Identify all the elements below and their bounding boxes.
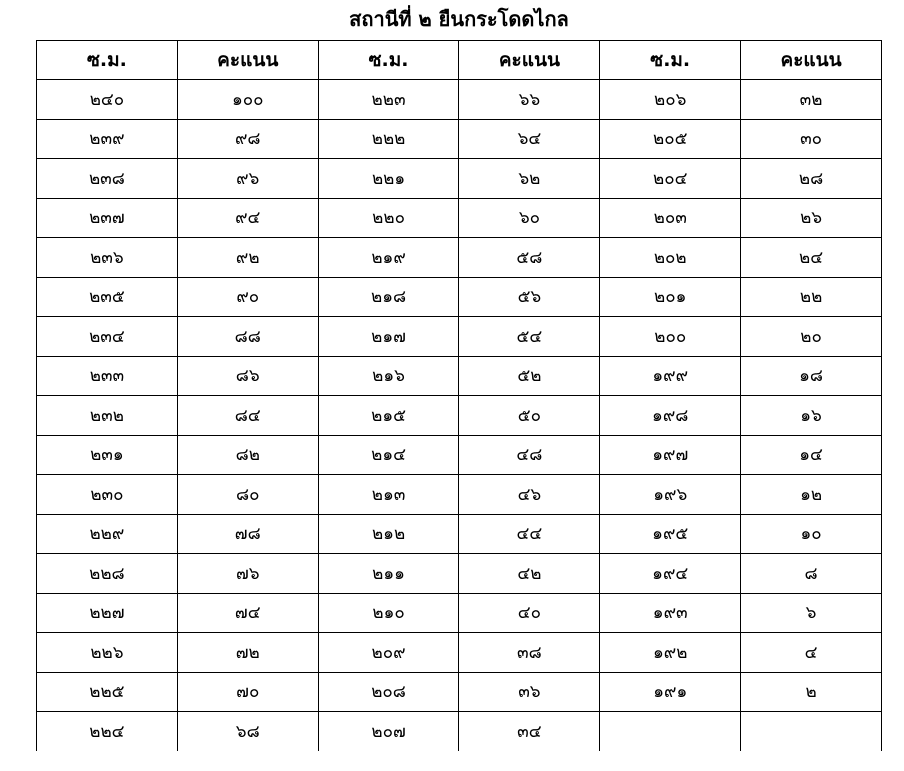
- score-cell: ๘๔: [177, 396, 318, 436]
- page-title: สถานีที่ ๒ ยืนกระโดดไกล: [349, 7, 569, 31]
- cm-cell: ๒๔๐: [37, 80, 178, 120]
- score-cell: ๔๖: [459, 475, 600, 515]
- score-cell: ๗๘: [177, 514, 318, 554]
- header-score-2: คะแนน: [459, 41, 600, 80]
- cm-cell: ๒๒๔: [37, 712, 178, 751]
- score-cell: ๗๔: [177, 593, 318, 633]
- score-cell: ๔๐: [459, 593, 600, 633]
- table-row: [37, 593, 882, 633]
- cm-cell: ๑๙๒: [600, 633, 741, 673]
- table-row: [37, 396, 882, 436]
- cm-cell: ๑๙๙: [600, 356, 741, 396]
- cm-cell: ๒๐๕: [600, 119, 741, 159]
- score-cell: ๗๐: [177, 672, 318, 712]
- score-cell: ๒๔: [741, 238, 882, 278]
- score-cell: ๑๒: [741, 475, 882, 515]
- cm-cell: ๑๙๑: [600, 672, 741, 712]
- score-cell: ๑๔: [741, 435, 882, 475]
- score-cell: ๒๒: [741, 277, 882, 317]
- cm-cell: ๒๒๖: [37, 633, 178, 673]
- cm-cell: ๒๐๖: [600, 80, 741, 120]
- cm-cell: ๒๐๐: [600, 317, 741, 357]
- score-cell: ๙๔: [177, 198, 318, 238]
- table-row: [37, 119, 882, 159]
- score-cell: ๔: [741, 633, 882, 673]
- table-row: [37, 277, 882, 317]
- cm-cell: ๒๒๘: [37, 554, 178, 594]
- score-cell: ๘๖: [177, 356, 318, 396]
- cm-cell: [600, 712, 741, 751]
- table-row: [37, 159, 882, 199]
- cm-cell: ๒๐๘: [318, 672, 459, 712]
- score-cell: ๙๖: [177, 159, 318, 199]
- score-cell: ๗๒: [177, 633, 318, 673]
- score-cell: ๕๐: [459, 396, 600, 436]
- header-score-3: คะแนน: [741, 41, 882, 80]
- cm-cell: ๒๒๑: [318, 159, 459, 199]
- score-cell: ๓๘: [459, 633, 600, 673]
- cm-cell: ๒๐๗: [318, 712, 459, 751]
- cm-cell: ๑๙๗: [600, 435, 741, 475]
- table-row: [37, 435, 882, 475]
- cm-cell: ๒๑๖: [318, 356, 459, 396]
- header-row: [37, 41, 882, 80]
- cm-cell: ๒๑๙: [318, 238, 459, 278]
- cm-cell: ๒๓๔: [37, 317, 178, 357]
- score-cell: ๒๖: [741, 198, 882, 238]
- score-cell: ๕๔: [459, 317, 600, 357]
- table-row: [37, 672, 882, 712]
- score-cell: ๖: [741, 593, 882, 633]
- score-cell: ๙๒: [177, 238, 318, 278]
- cm-cell: ๒๓๒: [37, 396, 178, 436]
- score-cell: ๘๐: [177, 475, 318, 515]
- score-cell: ๓๐: [741, 119, 882, 159]
- score-cell: ๖๘: [177, 712, 318, 751]
- cm-cell: ๑๙๔: [600, 554, 741, 594]
- cm-cell: ๒๑๘: [318, 277, 459, 317]
- score-cell: ๘๒: [177, 435, 318, 475]
- header-cm-3: ซ.ม.: [600, 41, 741, 80]
- cm-cell: ๒๒๗: [37, 593, 178, 633]
- score-cell: ๘: [741, 554, 882, 594]
- cm-cell: ๒๓๖: [37, 238, 178, 278]
- table-row: [37, 712, 882, 751]
- score-cell: ๖๒: [459, 159, 600, 199]
- table-row: [37, 356, 882, 396]
- cm-cell: ๒๑๓: [318, 475, 459, 515]
- score-cell: ๖๐: [459, 198, 600, 238]
- score-cell: ๒๘: [741, 159, 882, 199]
- score-cell: ๙๐: [177, 277, 318, 317]
- score-cell: ๔๘: [459, 435, 600, 475]
- cm-cell: ๒๑๗: [318, 317, 459, 357]
- cm-cell: ๒๓๘: [37, 159, 178, 199]
- score-cell: ๒: [741, 672, 882, 712]
- cm-cell: ๒๐๔: [600, 159, 741, 199]
- cm-cell: ๑๙๖: [600, 475, 741, 515]
- score-cell: ๑๘: [741, 356, 882, 396]
- score-cell: ๖๔: [459, 119, 600, 159]
- table-row: [37, 317, 882, 357]
- cm-cell: ๑๙๘: [600, 396, 741, 436]
- cm-cell: ๒๓๐: [37, 475, 178, 515]
- cm-cell: ๒๐๙: [318, 633, 459, 673]
- cm-cell: ๒๓๗: [37, 198, 178, 238]
- score-cell: ๘๘: [177, 317, 318, 357]
- cm-cell: ๒๒๙: [37, 514, 178, 554]
- score-cell: ๔๔: [459, 514, 600, 554]
- score-cell: ๖๖: [459, 80, 600, 120]
- score-cell: ๑๖: [741, 396, 882, 436]
- cm-cell: ๒๐๒: [600, 238, 741, 278]
- cm-cell: ๒๒๒: [318, 119, 459, 159]
- cm-cell: ๒๑๕: [318, 396, 459, 436]
- cm-cell: ๒๐๑: [600, 277, 741, 317]
- score-table: [36, 40, 882, 751]
- cm-cell: ๒๒๕: [37, 672, 178, 712]
- table-row: [37, 198, 882, 238]
- score-cell: [741, 712, 882, 751]
- cm-cell: ๒๓๙: [37, 119, 178, 159]
- score-cell: ๗๖: [177, 554, 318, 594]
- score-cell: ๓๒: [741, 80, 882, 120]
- header-cm-1: ซ.ม.: [37, 41, 178, 80]
- table-row: [37, 514, 882, 554]
- cm-cell: ๒๒๐: [318, 198, 459, 238]
- table-row: [37, 633, 882, 673]
- cm-cell: ๒๑๔: [318, 435, 459, 475]
- cm-cell: ๒๑๑: [318, 554, 459, 594]
- cm-cell: ๒๑๒: [318, 514, 459, 554]
- cm-cell: ๑๙๓: [600, 593, 741, 633]
- cm-cell: ๒๓๕: [37, 277, 178, 317]
- score-cell: ๒๐: [741, 317, 882, 357]
- score-cell: ๓๔: [459, 712, 600, 751]
- cm-cell: ๑๙๕: [600, 514, 741, 554]
- score-cell: ๙๘: [177, 119, 318, 159]
- header-cm-2: ซ.ม.: [318, 41, 459, 80]
- table-row: [37, 554, 882, 594]
- score-cell: ๕๒: [459, 356, 600, 396]
- cm-cell: ๒๑๐: [318, 593, 459, 633]
- cm-cell: ๒๓๑: [37, 435, 178, 475]
- table-row: [37, 238, 882, 278]
- score-cell: ๑๐: [741, 514, 882, 554]
- score-cell: ๓๖: [459, 672, 600, 712]
- table-row: [37, 475, 882, 515]
- table-row: [37, 80, 882, 120]
- score-cell: ๕๖: [459, 277, 600, 317]
- score-cell: ๕๘: [459, 238, 600, 278]
- cm-cell: ๒๐๓: [600, 198, 741, 238]
- score-cell: ๑๐๐: [177, 80, 318, 120]
- header-score-1: คะแนน: [177, 41, 318, 80]
- cm-cell: ๒๒๓: [318, 80, 459, 120]
- score-cell: ๔๒: [459, 554, 600, 594]
- cm-cell: ๒๓๓: [37, 356, 178, 396]
